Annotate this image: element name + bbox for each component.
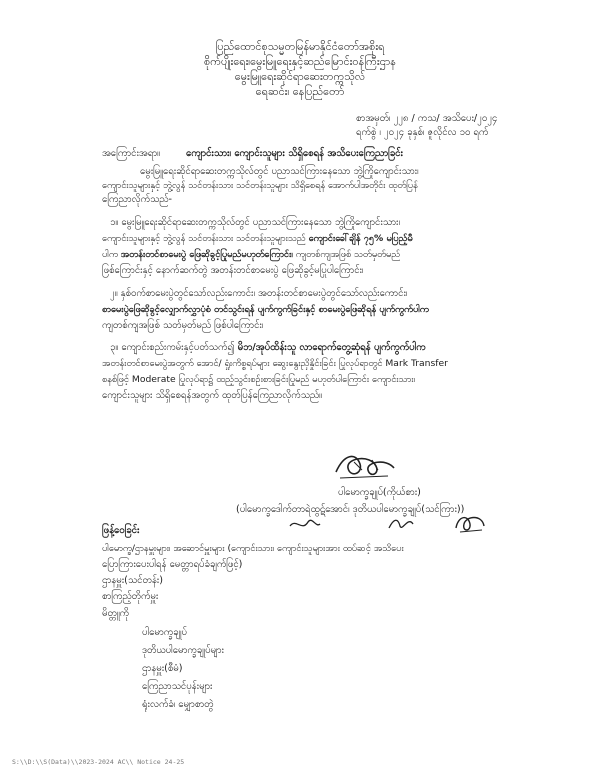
header-ministry: စိုက်ပျိုးရေး၊မွေးမြူရေးနှင့်ဆည်မြောင်းဝန်ကြီးဌာန <box>204 55 396 68</box>
copy-item: ရုံးလက်ခံ၊ မျှောစာတွဲ <box>142 699 214 710</box>
signatory-name: (ပါမောက္ခဒေါက်တာရဲထွဋ်အောင်၊ ဒုတိယပါမောက္ခချုပ်(သင်ကြား)) <box>236 504 465 515</box>
paragraph-1-line-2: ကျောင်းသူများနှင့် ဘွဲ့လွန် သင်တန်းသား သင်တန်းသူများသည် ကျောင်းခေါ်ချိန် ၇၅% မပြည့်မီ <box>102 233 413 244</box>
subject-text: ကျောင်းသား၊ ကျောင်းသူများ သိရှိစေရန် အသိပေးကြေညာခြင်း <box>186 148 403 159</box>
paragraph-3-line-4: ကျောင်းသူများ သိရှိစေရန်အတွက် ထုတ်ပြန်ကြေညာလိုက်သည်။ <box>102 390 323 401</box>
intro-line-1: မွေးမြူရေးဆိုင်ရာဆေးတက္ကသိုလ်တွင် ပညာသင်ကြားနေသော ဘွဲ့ကြိုကျောင်းသား၊ <box>140 166 419 177</box>
header-location: ရေဆင်း၊ နေပြည်တော် <box>255 85 345 98</box>
copy-item: ကြေညာသင်ပုန်းများ <box>142 681 213 692</box>
paragraph-2-line-3: ကျတစ်ကျအဖြစ် သတ်မှတ်မည် ဖြစ်ပါကြောင်း၊ <box>102 320 264 331</box>
handwritten-signature <box>330 448 400 484</box>
paragraph-1-line-3: ပါက အတန်းတင်စာမေးပွဲ ဖြေဆိုခွင့်ပြုမည်မဟုတ်ကြောင်း၊ ကျတစ်ကျအဖြစ် သတ်မှတ်မည် <box>102 249 401 260</box>
file-path-footer: S:\\D:\\S(Data)\\2023-2024 AC\\ Notice 24-25 <box>12 758 185 766</box>
paragraph-3-line-2: အတန်းတင်စာမေးပွဲအတွက် အောင်/ ရှုံးကိစ္စရပ်များ ဆွေးနွေးညှိနှိုင်းခြင်း ပြုလုပ်ရာတွင် Mark Transfer <box>102 358 448 369</box>
paragraph-1-line-1: ၁။ မွေးမြူရေးဆိုင်ရာဆေးတက္ကသိုလ်တွင် ပညာသင်ကြားနေသော ဘွဲ့ကြိုကျောင်းသား၊ <box>110 217 400 228</box>
paragraph-3-line-1: ၃။ ကျောင်းစည်းကမ်းနှင့်ပတ်သက်၍ မိဘ/အုပ်ထိန်းသူ လာရောက်တွေ့ဆုံရန် ပျက်ကွက်ပါက <box>110 342 426 353</box>
letter-date: ရက်စွဲ ၊ ၂၀၂၄ ခုနှစ်၊ ဇူလိုင်လ ၁၀ ရက် <box>356 127 489 138</box>
header-university: မွေးမြူရေးဆိုင်ရာဆေးတက္ကသိုလ် <box>234 70 366 83</box>
distribution-item: ပါမောက္ခ/ဌာနမှူးများ၊ အဆောင်မှူးများ (ကျောင်းသား၊ ကျောင်းသူများအား ထပ်ဆင့် အသိပေး <box>102 543 404 554</box>
initials-mark-2 <box>386 514 416 534</box>
header-government: ပြည်ထောင်စုသမ္မတမြန်မာနိုင်ငံတော်အစိုးရ <box>215 40 385 53</box>
intro-line-3: ကြေညာလိုက်သည်- <box>102 194 173 205</box>
copy-item: ဒုတိယပါမောက္ခချုပ်များ <box>142 645 224 656</box>
intro-line-2: ကျောင်းသူများနှင့် ဘွဲ့လွန် သင်တန်းသား သင်တန်းသူများ သိရှိစေရန် အောက်ပါအတိုင်း ထုတ်ပြန် <box>102 180 418 191</box>
copy-to-label: မိတ္တူကို <box>102 608 129 619</box>
signature-title: ပါမောက္ခချုပ်(ကိုယ်စား) <box>338 487 421 498</box>
distribution-item: ပြောကြားပေးပါရန် မေတ္တာရပ်ခံချက်ဖြင့်) <box>102 559 243 570</box>
distribution-item: ဌာနမှူး(သင်တန်း) <box>102 575 163 586</box>
paragraph-2-line-1: ၂။ နှစ်ဝက်စာမေးပွဲတွင်သော်လည်းကောင်း၊ အတန်းတင်စာမေးပွဲတွင်သော်လည်းကောင်း၊ <box>110 288 408 299</box>
initials-mark-3 <box>452 510 488 536</box>
paragraph-3-line-3: စနစ်ဖြင့် Moderate ပြုလုပ်ရာ၌ ထည့်သွင်းစဉ်းစားခြင်းပြုမည် မဟုတ်ပါကြောင်း ကျောင်းသား၊ <box>102 374 416 385</box>
reference-number: စာအမှတ်၊ ၂၂၈ / ကသ/ အသိပေး/၂၀၂၄ <box>356 113 498 124</box>
paragraph-2-line-2: စာမေးပွဲဖြေဆိုခွင့်လျှောက်လွှာပုံစံ တင်သွင်းရန် ပျက်ကွက်ခြင်းနှင့် စာမေးပွဲဖြေဆိုရန် ပျက်ကွက်ပါက <box>102 304 429 315</box>
paragraph-1-line-4: ဖြစ်ကြောင်းနှင့် နောက်ဆက်တွဲ အတန်းတင်စာမေးပွဲ ဖြေဆိုခွင့်မပြုပါကြောင်း၊ <box>102 265 364 276</box>
distribution-item: စာကြည့်တိုက်မှူး <box>102 591 159 602</box>
copy-item: ဌာနမှူး(စီမံ) <box>142 663 183 674</box>
initials-mark-1 <box>288 516 322 534</box>
subject-label: အကြောင်းအရာ။ <box>102 148 161 159</box>
copy-item: ပါမောက္ခချုပ် <box>142 627 187 638</box>
distribution-label: ဖြန့်ဝေခြင်း <box>102 525 140 536</box>
